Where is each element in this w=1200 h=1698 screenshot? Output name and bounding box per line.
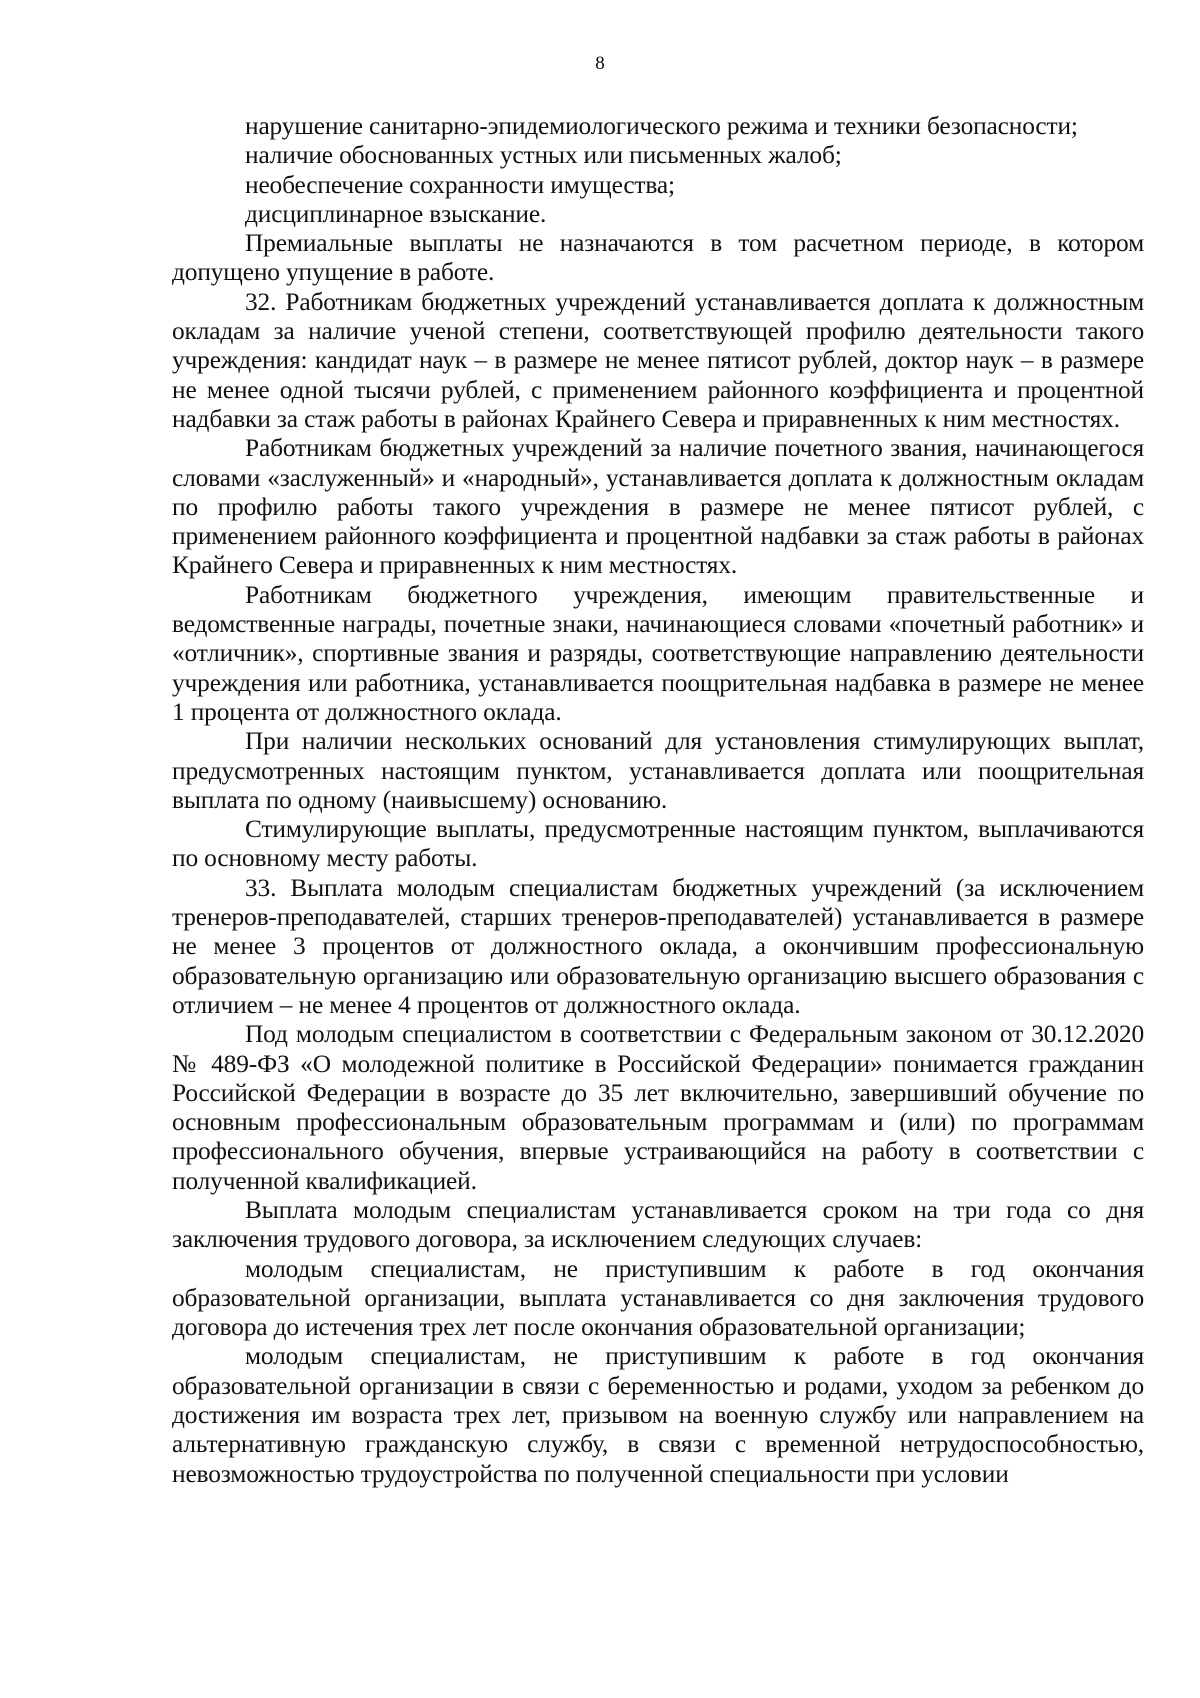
paragraph-government-awards: Работникам бюджетного учреждения, имеющим правительственные и ведомственные награды, почетные знаки, начинающиеся словами «почетный работник» и «отличник», спортивные звания и разряды, соответствующие направлению деятельности учреждения или работника, устанавливается поощрительная надбавка в размере не менее 1 процента от должностного оклада. — [172, 580, 1144, 726]
paragraph-honorary-title: Работникам бюджетных учреждений за наличие почетного звания, начинающегося словами «заслуженный» и «народный», устанавливается доплата к должностным окладам по профилю работы такого учреждения в размере не менее пятисот рублей, с применением районного коэффициента и процентной надбавки за стаж работы в районах Крайнего Севера и приравненных к ним местностях. — [172, 434, 1144, 580]
paragraph-bonus-not-assigned: Премиальные выплаты не назначаются в том расчетном периоде, в котором допущено упущение в работе. — [172, 229, 1144, 287]
paragraph-young-specialist-definition: Под молодым специалистом в соответствии с Федеральным законом от 30.12.2020 № 489-ФЗ «О молодежной политике в Российской Федерации» понимается гражданин Российской Федерации в возрасте до 35 лет включительно, завершивший обучение по основным профессиональным образовательным программам и (или) по программам профессионального обучения, впервые устраивающийся на работу в соответствии с полученной квалификацией. — [172, 1020, 1144, 1195]
paragraph-property-safety: необеспечение сохранности имущества; — [245, 170, 675, 199]
paragraph-disciplinary-action: дисциплинарное взыскание. — [245, 199, 547, 228]
paragraph-multiple-grounds: При наличии нескольких оснований для установления стимулирующих выплат, предусмотренных настоящим пунктом, устанавливается доплата или поощрительная выплата по одному (наивысшему) основанию. — [172, 727, 1144, 814]
paragraph-exception-2: молодым специалистам, не приступившим к работе в год окончания образовательной организации в связи с беременностью и родами, уходом за ребенком до достижения им возраста трех лет, призывом на военную службу или направлением на альтернативную гражданскую службу, в связи с временной нетрудоспособностью, невозможностью трудоустройства по полученной специальности при условии — [172, 1342, 1144, 1488]
page-number: 8 — [595, 53, 605, 74]
paragraph-exception-1: молодым специалистам, не приступившим к работе в год окончания образовательной организации, выплата устанавливается со дня заключения трудового договора до истечения трех лет после окончания образовательной организации; — [172, 1254, 1144, 1342]
paragraph-item-32: 32. Работникам бюджетных учреждений устанавливается доплата к должностным окладам за наличие ученой степени, соответствующей профилю деятельности такого учреждения: кандидат наук – в размере не менее пятисот рублей, доктор наук – в размере не менее одной тысячи рублей, с применением районного коэффициента и процентной надбавки за стаж работы в районах Крайнего Севера и приравненных к ним местностях. — [172, 287, 1144, 433]
paragraph-violation-sanitary: нарушение санитарно-эпидемиологического режима и техники безопасности; — [245, 112, 1078, 140]
paragraph-item-33: 33. Выплата молодым специалистам бюджетных учреждений (за исключением тренеров-преподавателей, старших тренеров-преподавателей) устанавливается в размере не менее 3 процентов от должностного оклада, а окончившим профессиональную образовательную организацию или образовательную организацию высшего образования с отличием – не менее 4 процентов от должностного оклада. — [172, 873, 1144, 1019]
paragraph-main-workplace: Стимулирующие выплаты, предусмотренные настоящим пунктом, выплачиваются по основному месту работы. — [172, 815, 1144, 873]
document-body — [172, 112, 1144, 1489]
paragraph-payment-term: Выплата молодым специалистам устанавливается сроком на три года со дня заключения трудового договора, за исключением следующих случаев: — [172, 1195, 1144, 1254]
paragraph-complaints: наличие обоснованных устных или письменных жалоб; — [245, 141, 842, 170]
